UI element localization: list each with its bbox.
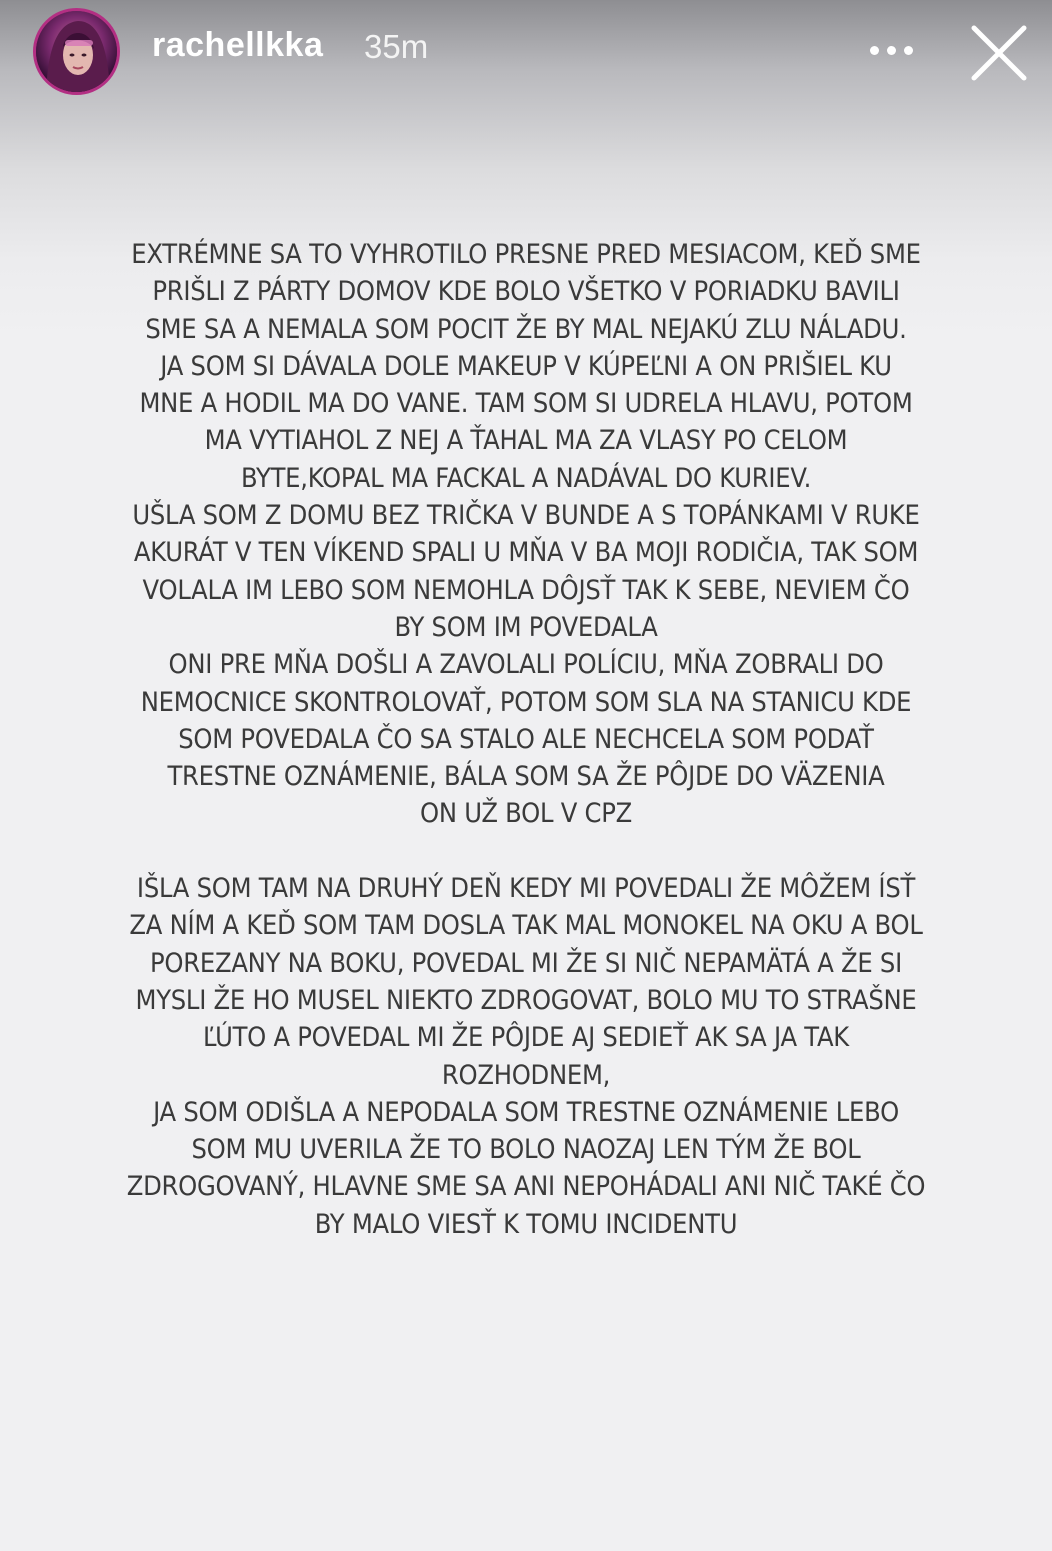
more-horizontal-icon-dot-2 bbox=[887, 46, 896, 55]
story-text-line: BYTE,KOPAL MA FACKAL A NADÁVAL DO KURIEV. bbox=[240, 462, 812, 494]
more-horizontal-icon-dot-3 bbox=[904, 46, 913, 55]
story-text-line: NEMOCNICE SKONTROLOVAŤ, POTOM SOM SLA NA STANICU KDE bbox=[140, 686, 912, 718]
close-icon bbox=[964, 18, 1034, 88]
username[interactable]: rachellkka bbox=[152, 26, 324, 64]
story-text-line: BY SOM IM POVEDALA bbox=[394, 611, 658, 643]
story-text-line: ZDROGOVANÝ, HLAVNE SME SA ANI NEPOHÁDALI ANI NIČ TAKÉ ČO bbox=[126, 1171, 926, 1203]
close-button[interactable] bbox=[964, 18, 1034, 88]
story-text-line: ĽÚTO A POVEDAL MI ŽE PÔJDE AJ SEDIEŤ AK SA JA TAK bbox=[203, 1022, 849, 1054]
story-text-line: BY MALO VIESŤ K TOMU INCIDENTU bbox=[314, 1208, 738, 1240]
story-text-line: SOM POVEDALA ČO SA STALO ALE NECHCELA SOM PODAŤ bbox=[178, 723, 874, 755]
avatar-image bbox=[36, 11, 117, 92]
post-timestamp: 35m bbox=[364, 28, 429, 65]
story-text-line: SME SA A NEMALA SOM POCIT ŽE BY MAL NEJAKÚ ZLU NÁLADU. bbox=[145, 313, 907, 345]
story-text-line: ONI PRE MŇA DOŠLI A ZAVOLALI POLÍCIU, MŇA ZOBRALI DO bbox=[168, 649, 884, 681]
story-text-line: TRESTNE OZNÁMENIE, BÁLA SOM SA ŽE PÔJDE DO VÄZENIA bbox=[167, 761, 885, 793]
story-text-line: POREZANY NA BOKU, POVEDAL MI ŽE SI NIČ NEPAMÄTÁ A ŽE SI bbox=[150, 947, 902, 979]
story-header bbox=[0, 0, 1052, 105]
more-horizontal-icon bbox=[870, 46, 879, 55]
story-text-line: ZA NÍM A KEĎ SOM TAM DOSLA TAK MAL MONOKEL NA OKU A BOL bbox=[129, 910, 923, 942]
story-text-line: MYSLI ŽE HO MUSEL NIEKTO ZDROGOVAT, BOLO MU TO STRAŠNE bbox=[135, 984, 917, 1016]
story-text-line: AKURÁT V TEN VÍKEND SPALI U MŇA V BA MOJI RODIČIA, TAK SOM bbox=[133, 537, 919, 569]
story-text-line: UŠLA SOM Z DOMU BEZ TRIČKA V BUNDE A S TOPÁNKAMI V RUKE bbox=[132, 500, 920, 532]
story-text-block bbox=[89, 236, 964, 1243]
story-text-line: VOLALA IM LEBO SOM NEMOHLA DÔJSŤ TAK K SEBE, NEVIEM ČO bbox=[142, 574, 910, 606]
story-text-line: PRIŠLI Z PÁRTY DOMOV KDE BOLO VŠETKO V PORIADKU BAVILI bbox=[152, 276, 900, 308]
story-text-line: SOM MU UVERILA ŽE TO BOLO NAOZAJ LEN TÝM ŽE BOL bbox=[191, 1134, 861, 1166]
story-text-line: JA SOM ODIŠLA A NEPODALA SOM TRESTNE OZNÁMENIE LEBO bbox=[153, 1096, 899, 1128]
profile-avatar[interactable] bbox=[33, 8, 120, 95]
story-text-line: MNE A HODIL MA DO VANE. TAM SOM SI UDRELA HLAVU, POTOM bbox=[139, 388, 913, 420]
story-text-line: EXTRÉMNE SA TO VYHROTILO PRESNE PRED MESIACOM, KEĎ SME bbox=[131, 239, 921, 270]
story-text-line: IŠLA SOM TAM NA DRUHÝ DEŇ KEDY MI POVEDALI ŽE MÔŽEM ÍSŤ bbox=[136, 873, 916, 905]
story-text-line bbox=[89, 833, 964, 870]
story-text-line: JA SOM SI DÁVALA DOLE MAKEUP V KÚPEĽNI A ON PRIŠIEL KU bbox=[160, 350, 892, 382]
story-text-line: ROZHODNEM, bbox=[441, 1059, 611, 1091]
more-options-button[interactable] bbox=[858, 22, 924, 78]
story-text-line: MA VYTIAHOL Z NEJ A ŤAHAL MA ZA VLASY PO CELOM bbox=[204, 425, 848, 457]
story-text-line: ON UŽ BOL V CPZ bbox=[420, 798, 632, 830]
